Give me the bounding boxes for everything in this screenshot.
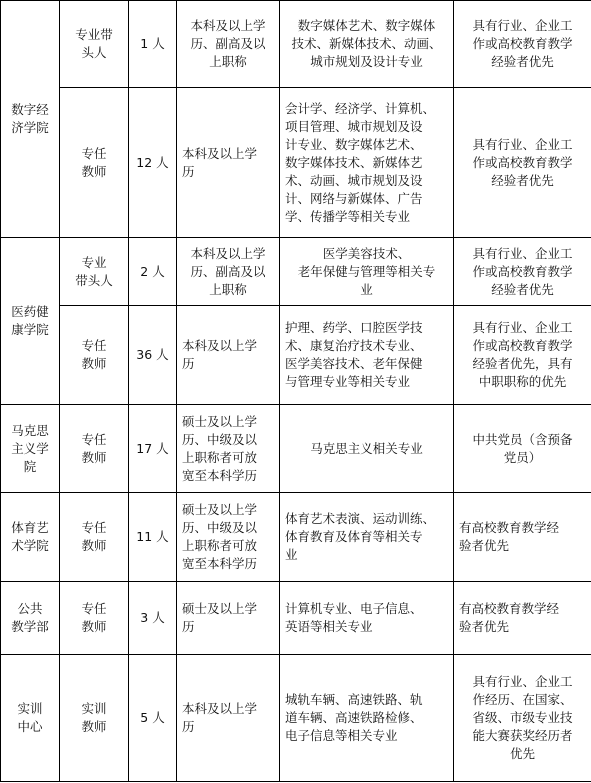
education-cell: 硕士及以上学 历 xyxy=(177,582,280,655)
requirement-cell: 具有行业、企业工 作或高校教育教学 经验者优先，具有 中职职称的优先 xyxy=(454,306,591,405)
table-row xyxy=(1,405,591,493)
table-row xyxy=(1,238,591,306)
requirement-cell: 具有行业、企业工 作经历、在国家、 省级、市级专业技 能大赛获奖经历者 优先 xyxy=(454,655,591,782)
education-cell: 硕士及以上学 历、中级及以 上职称者可放 宽至本科学历 xyxy=(177,493,280,582)
major-cell: 会计学、经济学、计算机、 项目管理、城市规划及设 计专业、数字媒体艺术、 数字媒体技术、新媒体艺 术、动画、城市规划及设 计、网络与新媒体、广告 学、传播学等相关专业 xyxy=(280,88,454,238)
position-cell: 专任 教师 xyxy=(60,88,129,238)
requirement-cell: 有高校教育教学经 验者优先 xyxy=(454,582,591,655)
table-row xyxy=(1,1,591,88)
education-cell: 本科及以上学 历 xyxy=(177,88,280,238)
education-cell: 硕士及以上学 历、中级及以 上职称者可放 宽至本科学历 xyxy=(177,405,280,493)
count-cell: 17 人 xyxy=(129,405,177,493)
position-cell: 实训 教师 xyxy=(60,655,129,782)
count-cell: 5 人 xyxy=(129,655,177,782)
count-cell: 1 人 xyxy=(129,1,177,88)
major-cell: 马克思主义相关专业 xyxy=(280,405,454,493)
table-row xyxy=(1,655,591,782)
count-cell: 11 人 xyxy=(129,493,177,582)
position-cell: 专业 带头人 xyxy=(60,238,129,306)
major-cell: 城轨车辆、高速铁路、轨 道车辆、高速铁路检修、 电子信息等相关专业 xyxy=(280,655,454,782)
major-cell: 数字媒体艺术、数字媒体 技术、新媒体技术、动画、 城市规划及设计专业 xyxy=(280,1,454,88)
college-cell: 数字经 济学院 xyxy=(1,1,60,238)
education-cell: 本科及以上学 历、副高及以 上职称 xyxy=(177,238,280,306)
count-cell: 12 人 xyxy=(129,88,177,238)
requirement-cell: 中共党员（含预备 党员） xyxy=(454,405,591,493)
college-cell: 实训 中心 xyxy=(1,655,60,782)
major-cell: 护理、药学、口腔医学技 术、康复治疗技术专业、 医学美容技术、老年保健 与管理专业等相关专业 xyxy=(280,306,454,405)
education-cell: 本科及以上学 历、副高及以 上职称 xyxy=(177,1,280,88)
position-cell: 专任 教师 xyxy=(60,405,129,493)
college-cell: 马克思 主义学 院 xyxy=(1,405,60,493)
major-cell: 计算机专业、电子信息、 英语等相关专业 xyxy=(280,582,454,655)
requirement-cell: 具有行业、企业工 作或高校教育教学 经验者优先 xyxy=(454,1,591,88)
requirement-cell: 具有行业、企业工 作或高校教育教学 经验者优先 xyxy=(454,88,591,238)
requirement-cell: 有高校教育教学经 验者优先 xyxy=(454,493,591,582)
count-cell: 2 人 xyxy=(129,238,177,306)
position-cell: 专业带 头人 xyxy=(60,1,129,88)
table-row xyxy=(1,306,591,405)
table-row xyxy=(1,493,591,582)
college-cell: 医药健 康学院 xyxy=(1,238,60,405)
major-cell: 医学美容技术、 老年保健与管理等相关专 业 xyxy=(280,238,454,306)
table-row xyxy=(1,88,591,238)
requirement-cell: 具有行业、企业工 作或高校教育教学 经验者优先 xyxy=(454,238,591,306)
count-cell: 36 人 xyxy=(129,306,177,405)
education-cell: 本科及以上学 历 xyxy=(177,655,280,782)
education-cell: 本科及以上学 历 xyxy=(177,306,280,405)
position-cell: 专任 教师 xyxy=(60,493,129,582)
college-cell: 体育艺 术学院 xyxy=(1,493,60,582)
major-cell: 体育艺术表演、运动训练、 体育教育及体育等相关专 业 xyxy=(280,493,454,582)
count-cell: 3 人 xyxy=(129,582,177,655)
position-cell: 专任 教师 xyxy=(60,306,129,405)
position-cell: 专任 教师 xyxy=(60,582,129,655)
table-row xyxy=(1,582,591,655)
college-cell: 公共 教学部 xyxy=(1,582,60,655)
